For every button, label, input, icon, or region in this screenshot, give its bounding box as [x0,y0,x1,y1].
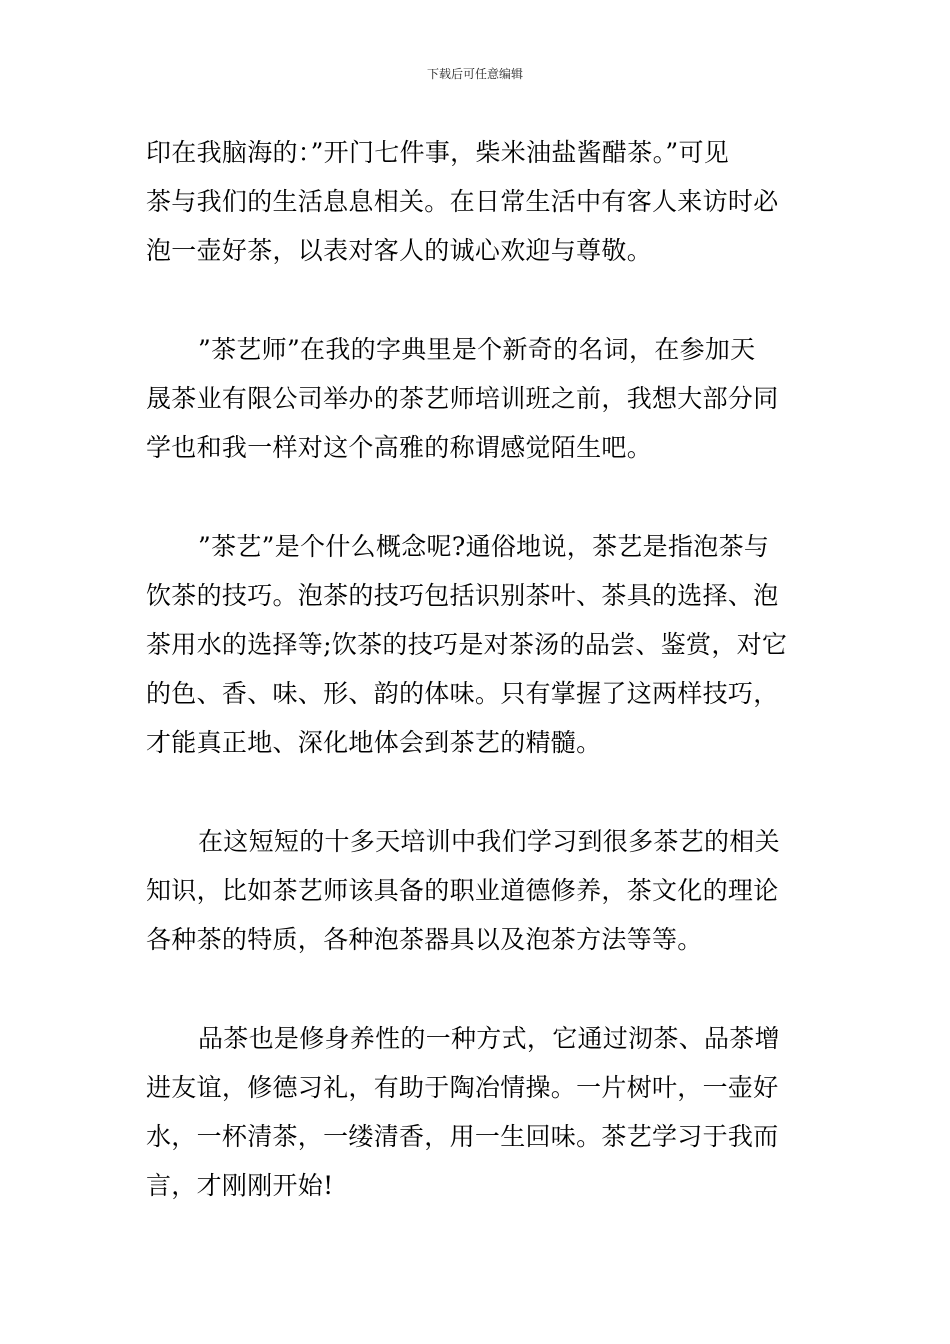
text-line: 言，才刚刚开始! [146,1171,334,1200]
text-line: 知识，比如茶艺师该具备的职业道德修养，茶文化的理论 [146,876,779,905]
text-line: 水，一杯清茶，一缕清香，用一生回味。茶艺学习于我而 [146,1122,779,1151]
text-line: ”茶艺师”在我的字典里是个新奇的名词，在参加天 [198,335,756,364]
text-line: 茶用水的选择等;饮茶的技巧是对茶汤的品尝、鉴赏，对它 [146,630,788,659]
text-line: 印在我脑海的：”开门七件事，柴米油盐酱醋茶。”可见 [146,138,730,167]
text-line: 各种茶的特质，各种泡茶器具以及泡茶方法等等。 [146,925,703,954]
text-line: 的色、香、味、形、韵的体味。只有掌握了这两样技巧， [146,679,779,708]
paragraph-1 [146,128,808,275]
text-line: 饮茶的技巧。泡茶的技巧包括识别茶叶、茶具的选择、泡 [146,581,779,610]
paragraph-4 [146,817,808,964]
text-line: ”茶艺”是个什么概念呢?通俗地说，茶艺是指泡茶与 [198,532,770,561]
paragraph-2 [146,325,808,472]
paragraph-5 [146,1014,808,1210]
text-line: 进友谊，修德习礼，有助于陶冶情操。一片树叶，一壶好 [146,1073,779,1102]
text-line: 在这短短的十多天培训中我们学习到很多茶艺的相关 [198,827,780,856]
text-line: 泡一壶好茶，以表对客人的诚心欢迎与尊敬。 [146,236,653,265]
text-line: 晟茶业有限公司举办的茶艺师培训班之前，我想大部分同 [146,384,779,413]
text-line: 才能真正地、深化地体会到茶艺的精髓。 [146,728,602,757]
text-line: 茶与我们的生活息息相关。在日常生活中有客人来访时必 [146,187,779,216]
page-header: 下载后可任意编辑 [426,67,523,81]
document-body [146,128,808,1260]
text-line: 学也和我一样对这个高雅的称谓感觉陌生吧。 [146,433,653,462]
text-line: 品茶也是修身养性的一种方式，它通过沏茶、品茶增 [198,1024,780,1053]
paragraph-3 [146,522,808,767]
